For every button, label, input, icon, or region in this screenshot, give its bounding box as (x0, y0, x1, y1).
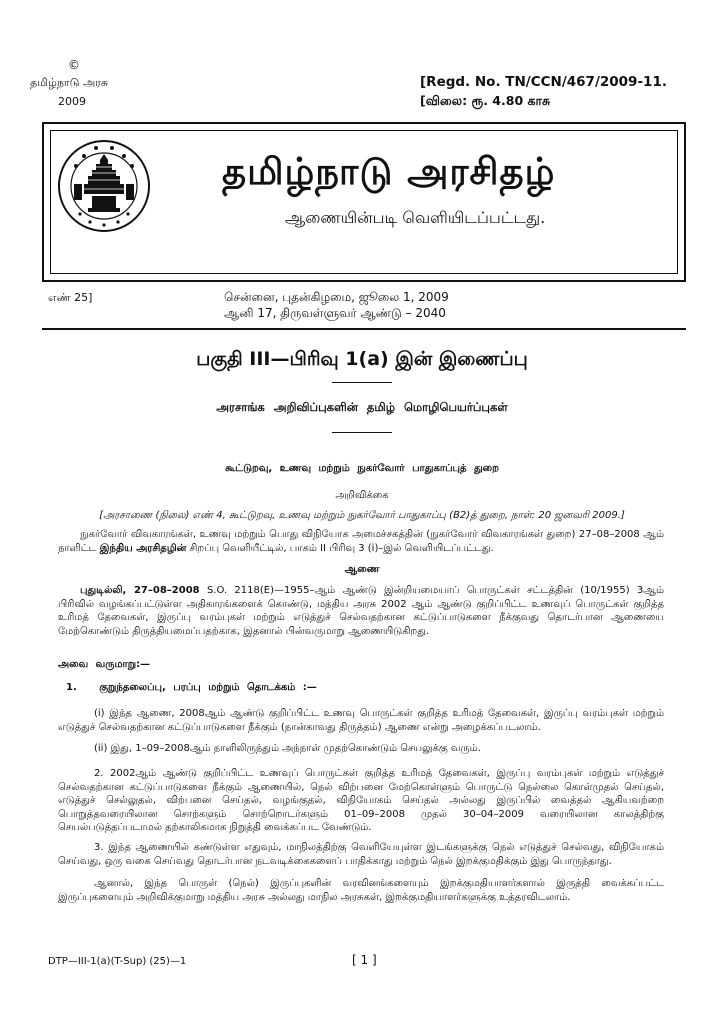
price: [விலை: ரூ. 4.80 காசு (420, 93, 551, 108)
year: 2009 (58, 95, 86, 108)
rule-short-1 (332, 382, 392, 383)
clause-ii: (ii) இது, 1–09–2008ஆம் நாளிலிருந்தும் அந்நாள் முதற்கொண்டும் செயலுக்கு வரும். (94, 743, 481, 754)
intro-text: நுகர்வோர் விவகாரங்கள், உணவு மற்றும் பொது விநியோக அமைச்சகத்தின் (நுகர்வோர் விவகாரங்கள் துறை) 27–08–2008 ஆம் நாளிட்ட (58, 529, 664, 554)
clause-i: (i) இந்த ஆணை, 2008ஆம் ஆண்டு குறிப்பிட்ட உணவு பொருட்கள் குறித்த உரிமத் தேவைகள், இருப்பு வரம்புகள் மற்றும் எடுத்துச் செல்வதற்கான கட்டுப்பாடுகளை நீக்கும் (நான்காவது திருத்தம்) ஆணை என்று அழைக்கப்படலாம். (58, 708, 664, 733)
emblem (56, 138, 152, 238)
issue-date-line2: ஆனி 17, திருவள்ளுவர் ஆண்டு – 2040 (224, 306, 446, 320)
gazette-title: தமிழ்நாடு அரசிதழ் (222, 150, 556, 193)
copyright-symbol: © (68, 58, 80, 72)
page-number: [ 1 ] (352, 953, 377, 967)
notice-label: அறிவிக்கை (335, 490, 389, 501)
registration-number: [Regd. No. TN/CCN/467/2009-11. (420, 74, 667, 90)
section-1-number: 1. (66, 682, 77, 693)
department: கூட்டுறவு, உணவு மற்றும் நுகர்வோர் பாதுகாப்புத் துறை (225, 463, 499, 474)
intro-paragraph (58, 528, 664, 555)
emblem-icon (56, 138, 152, 234)
govt-name: தமிழ்நாடு அரசு (30, 76, 109, 89)
order-place-date: புதுடில்லி, 27–08–2008 (80, 585, 200, 596)
intro-text-end: சிறப்பு வெளியீட்டில், பாகம் II பிரிவு 3 (i)–இல் வெளியிடப்பட்டது. (186, 542, 494, 554)
order-text: S.O. 2118(E)—1955–ஆம் ஆண்டு இன்றியமையாப் பொருட்கள் சட்டத்தின் (10/1955) 3ஆம் பிரிவில் வழங்கப்பட்டுள்ள அதிகாரங்களைக் கொண்டு, மத்திய அரசு 2002 ஆம் ஆண்டு குறிப்பிட்ட உணவுப் பொருட்கள் குறித்த உரிமத் தேவைகள், இருப்பு வரம்புகள் மற்றும் எடுத்துச் செல்வதற்கான கட்டுப்பாடுகளை நீக்குவது தொடர்பான ஆணையை மேற்கொண்டும் திருத்தியமைப்பதற்காக, இதனால் பின்வருமாறு ஆணையிடுகிறது. (58, 585, 664, 637)
order-paragraph (58, 584, 664, 638)
part-subtitle: அரசாங்க அறிவிப்புகளின் தமிழ் மொழிபெயர்ப்புகள் (216, 400, 508, 414)
part-title: பகுதி III—பிரிவு 1(a) இன் இணைப்பு (196, 348, 528, 370)
order-heading: ஆணை (344, 564, 380, 575)
as-follows: அவை வருமாறு:— (58, 659, 151, 670)
section-1-heading (66, 682, 317, 694)
paragraph-3: 3. இந்த ஆணையில் கண்டுள்ள எதுவும், மாநிலத்திற்கு வெளியேயுள்ள இடங்களுக்கு நெல் எடுத்துச் செல்வது, விநியோகம் செய்வது, ஒரு வகை செய்வது தொடர்பான நடவடிக்கைகளைப் பாதிக்காது மற்றும் நெல் இறக்குமதிக்கும் இது பொருந்தாது. (58, 842, 664, 867)
gazette-name: இந்திய அரசிதழின் (99, 542, 187, 554)
rule-short-2 (332, 432, 392, 433)
issue-number: எண் 25] (48, 291, 93, 304)
issue-rule (42, 328, 686, 330)
issue-date-line1: சென்னை, புதன்கிழமை, ஜூலை 1, 2009 (224, 290, 449, 304)
paragraph-2: 2. 2002ஆம் ஆண்டு குறிப்பிட்ட உணவுப் பொருட்கள் குறித்த உரிமத் தேவைகள், இருப்பு வரம்புகள் மற்றும் எடுத்துச் செல்வதற்கான கட்டுப்பாடுகளை நீக்கும் ஆணையில், நெல் விற்பனை மேற்கொள்ளும் பொருட்டு நெல்லை கொள்முதல் செய்தல், எடுத்துச் செல்லுதல், விற்பனை செய்தல், வழங்குதல், விநியோகம் செய்தல் அல்லது இருப்பில் வைத்தல் ஆகியவற்றை பொறுத்தவரையிலான சொற்களும் சொற்றொடர்களும் 01–09–2008 முதல் 30–04–2009 வரையிலான காலத்திற்கு செயல்படுத்தப்படாமல் தற்காலிகமாக நிறுத்தி வைக்கப்பட வேண்டும். (58, 768, 664, 833)
footer-code: DTP—III-1(a)(T-Sup) (25)—1 (48, 956, 187, 967)
government-order-reference: [அரசாணை (நிலை) எண் 4, கூட்டுறவு, உணவு மற்றும் நுகர்வோர் பாதுகாப்பு (B2)த் துறை, நாள்: 20 ஜனவரி 2009.] (99, 510, 625, 521)
section-1-title: குறுந்தலைப்பு, பரப்பு மற்றும் தொடக்கம் :— (99, 682, 317, 693)
paragraph-4: ஆனால், இந்த பொருள் (நெல்) இருப்புகளின் வரவினங்களையும் இறக்குமதியாளர்களால் இருத்தி வைக்கப்பட்ட இருப்புகளையும் அறிவிக்குமாறு மத்திய அரசு அல்லது மாநில அரசுகள், இறக்குமதியாளர்களுக்கு உத்தரவிடலாம். (58, 878, 664, 903)
gazette-subtitle: ஆணையின்படி வெளியிடப்பட்டது. (285, 208, 546, 227)
